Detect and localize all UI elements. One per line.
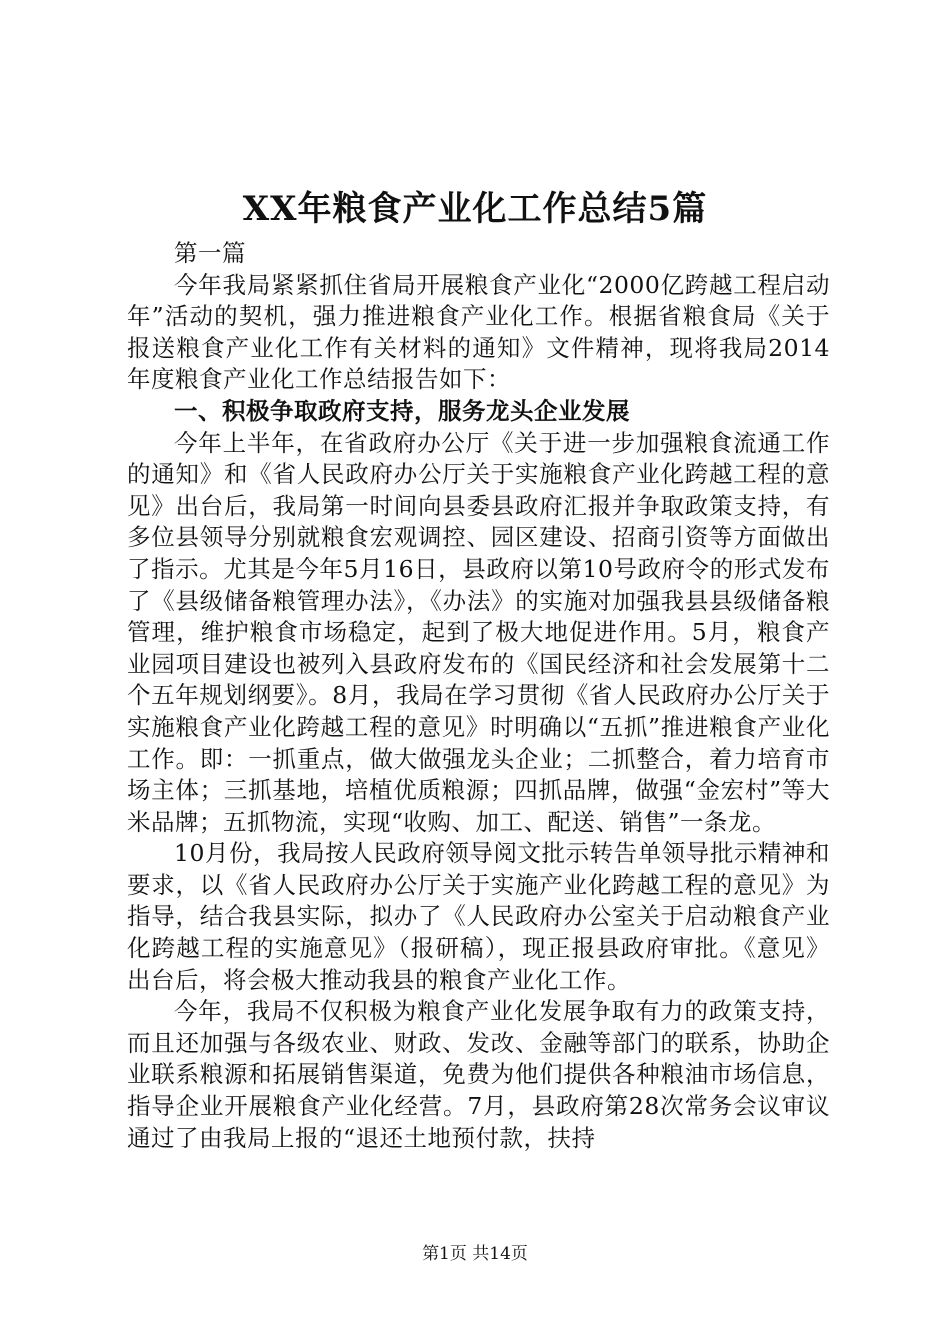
section-heading: 一、积极争取政府支持，服务龙头企业发展 <box>174 396 630 425</box>
body-paragraph: 今年我局紧紧抓住省局开展粮食产业化“2000亿跨越工程启动年”活动的契机，强力推进粮食产业化工作。根据省粮食局《关于报送粮食产业化工作有关材料的通知》文件精神，现将我局2014年度粮食产业化工作总结报告如下： <box>127 270 830 394</box>
section-label: 第一篇 <box>174 239 246 267</box>
body-paragraph: 今年上半年，在省政府办公厅《关于进一步加强粮食流通工作的通知》和《省人民政府办公厅关于实施粮食产业化跨越工程的意见》出台后，我局第一时间向县委县政府汇报并争取政策支持，有多位县领导分别就粮食宏观调控、园区建设、招商引资等方面做出了指示。尤其是今年5月16日，县政府以第10号政府令的形式发布了《县级储备粮管理办法》，《办法》的实施对加强我县县级储备粮管理，维护粮食市场稳定，起到了极大地促进作用。5月，粮食产业园项目建设也被列入县政府发布的《国民经济和社会发展第十二个五年规划纲要》。8月，我局在学习贯彻《省人民政府办公厅关于实施粮食产业化跨越工程的意见》时明确以“五抓”推进粮食产业化工作。即：一抓重点，做大做强龙头企业；二抓整合，着力培育市场主体；三抓基地，培植优质粮源；四抓品牌，做强“金宏村”等大米品牌；五抓物流，实现“收购、加工、配送、销售”一条龙。 <box>127 428 830 836</box>
page-number-footer: 第1页 共14页 <box>422 1244 528 1264</box>
body-paragraph: 10月份，我局按人民政府领导阅文批示转告单领导批示精神和要求，以《省人民政府办公厅关于实施产业化跨越工程的意见》为指导，结合我县实际，拟办了《人民政府办公室关于启动粮食产业化跨越工程的实施意见》（报研稿），现正报县政府审批。《意见》出台后，将会极大推动我县的粮食产业化工作。 <box>127 839 830 994</box>
document-title: XX年粮食产业化工作总结5篇 <box>242 189 708 229</box>
body-paragraph: 今年，我局不仅积极为粮食产业化发展争取有力的政策支持，而且还加强与各级农业、财政、发改、金融等部门的联系，协助企业联系粮源和拓展销售渠道，免费为他们提供各种粮油市场信息，指导企业开展粮食产业化经营。7月，县政府第28次常务会议审议通过了由我局上报的“退还土地预付款，扶持 <box>127 997 830 1152</box>
document-body <box>127 238 830 1154</box>
